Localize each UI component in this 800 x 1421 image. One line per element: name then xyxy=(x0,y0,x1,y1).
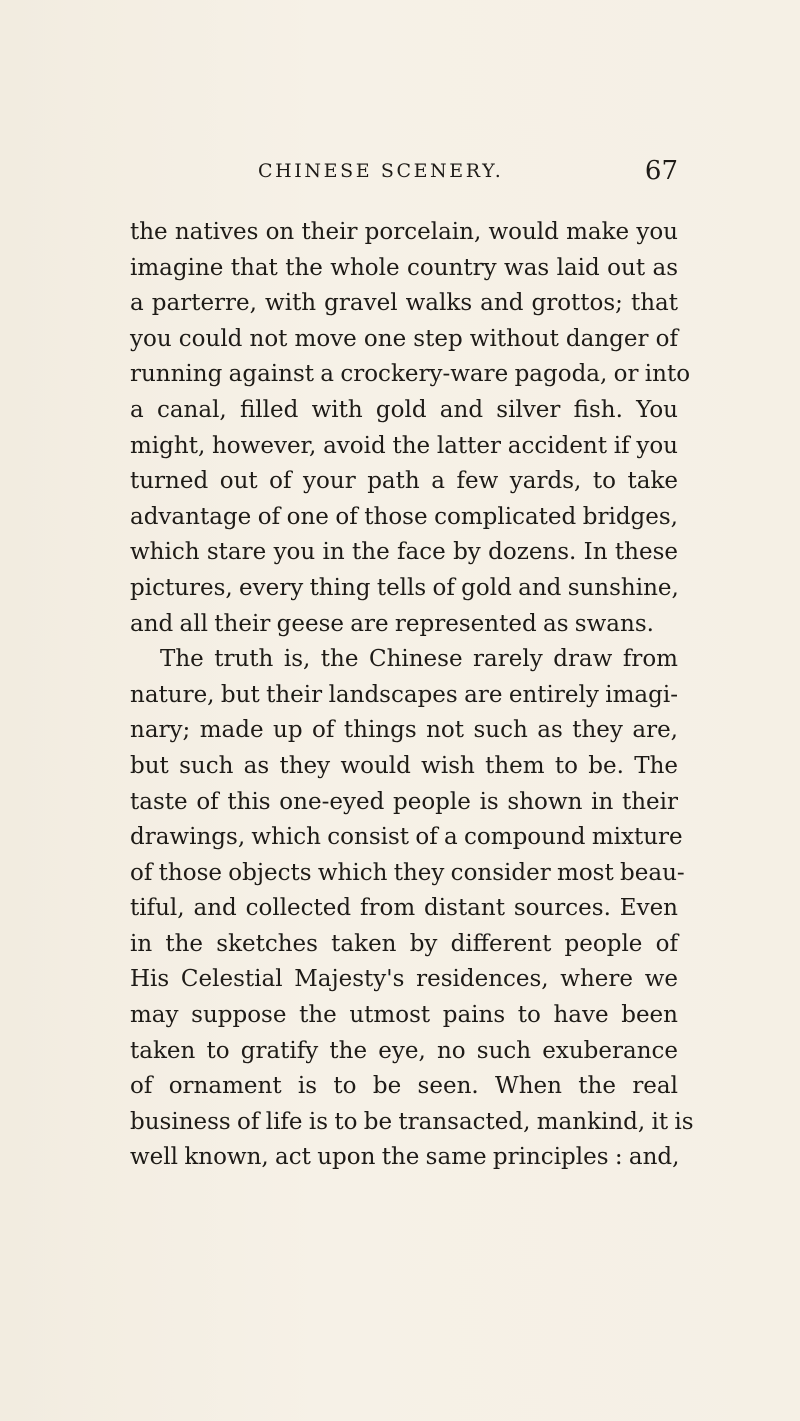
text-line: well known, act upon the same principles : and, xyxy=(130,1144,680,1171)
text-line: nature, but their landscapes are entirely imagi- xyxy=(130,681,678,708)
text-line: nary; made up of things not such as they are, xyxy=(130,717,678,744)
text-line: tiful, and collected from distant sources. Even xyxy=(130,895,678,922)
text-line: but such as they would wish them to be. The xyxy=(130,752,678,779)
running-title: CHINESE SCENERY. xyxy=(258,160,504,182)
text-line: a parterre, with gravel walks and grottos; that xyxy=(130,290,678,317)
text-line: of those objects which they consider most beau- xyxy=(130,859,685,886)
text-line: you could not move one step without danger of xyxy=(130,325,678,352)
page-number: 67 xyxy=(644,156,678,186)
text-line: the natives on their porcelain, would make you xyxy=(130,219,678,245)
text-line: and all their geese are represented as swans. xyxy=(130,610,654,637)
text-line: pictures, every thing tells of gold and sunshine, xyxy=(130,574,679,601)
text-line-paragraph-start: The truth is, the Chinese rarely draw from xyxy=(160,646,678,673)
text-line: His Celestial Majesty's residences, where we xyxy=(130,966,678,993)
body-text xyxy=(130,215,694,1176)
text-line: a canal, filled with gold and silver fish. You xyxy=(130,396,678,423)
text-line: advantage of one of those complicated bridges, xyxy=(130,503,678,530)
text-line: running against a crockery-ware pagoda, or into xyxy=(130,361,691,388)
text-line: taken to gratify the eye, no such exuberance xyxy=(130,1037,678,1064)
text-line: turned out of your path a few yards, to take xyxy=(130,468,678,495)
text-line: drawings, which consist of a compound mixture xyxy=(130,824,683,851)
text-line: may suppose the utmost pains to have been xyxy=(130,1002,678,1029)
text-line: imagine that the whole country was laid out as xyxy=(130,254,678,281)
text-line: taste of this one-eyed people is shown in their xyxy=(130,788,678,815)
text-line: business of life is to be transacted, mankind, it is xyxy=(130,1108,694,1135)
text-line: might, however, avoid the latter accident if you xyxy=(130,432,678,459)
text-line: which stare you in the face by dozens. In these xyxy=(130,539,678,566)
text-line: in the sketches taken by different people of xyxy=(130,930,678,957)
running-head xyxy=(258,156,678,188)
text-line: of ornament is to be seen. When the real xyxy=(130,1073,678,1100)
